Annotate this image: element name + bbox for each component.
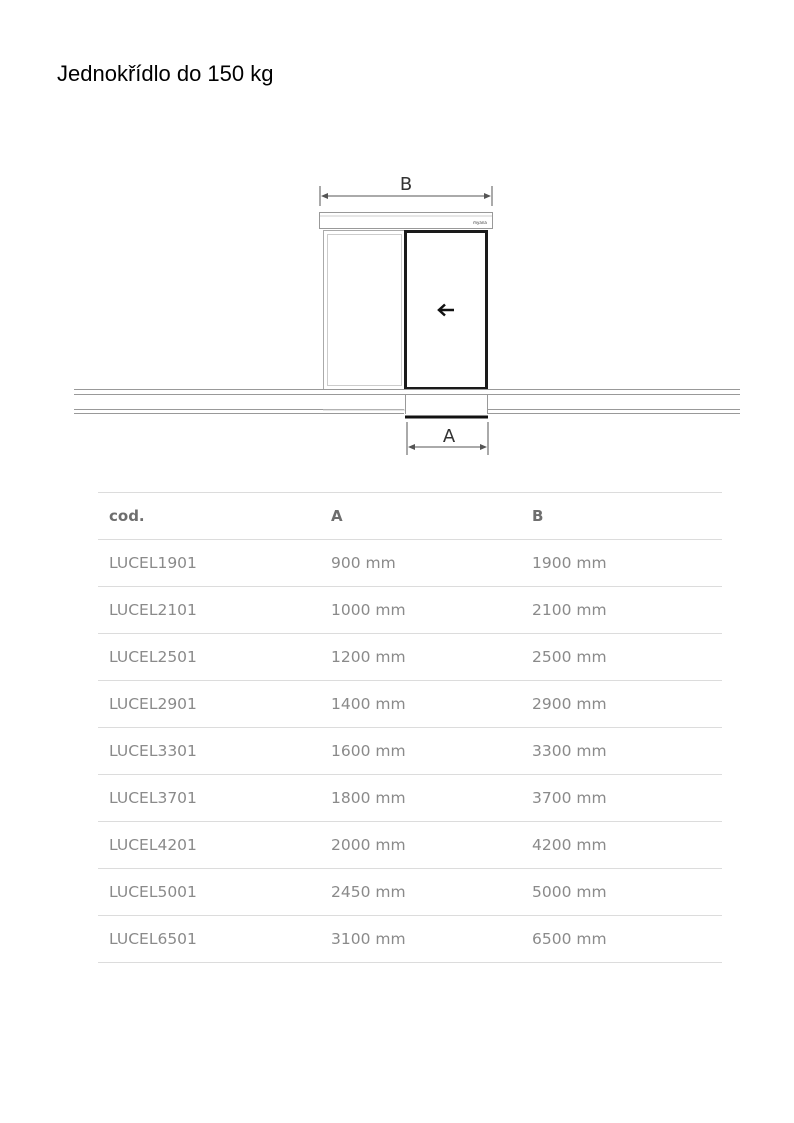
dimension-a	[407, 422, 488, 455]
table-row	[98, 634, 722, 681]
table-row	[98, 728, 722, 775]
column-header-code: cod.	[98, 493, 320, 540]
cell-code: LUCEL3701	[98, 775, 320, 822]
table-row	[98, 775, 722, 822]
cell-a: 1800 mm	[320, 775, 521, 822]
table-row	[98, 681, 722, 728]
cell-a: 3100 mm	[320, 916, 521, 963]
cell-code: LUCEL6501	[98, 916, 320, 963]
cell-code: LUCEL2901	[98, 681, 320, 728]
table-header-row	[98, 493, 722, 540]
cell-b: 2100 mm	[521, 587, 722, 634]
table-row	[98, 869, 722, 916]
table-row	[98, 916, 722, 963]
page-title: Jednokřídlo do 150 kg	[57, 61, 274, 86]
table-row	[98, 587, 722, 634]
cell-a: 1200 mm	[320, 634, 521, 681]
cell-code: LUCEL3301	[98, 728, 320, 775]
cell-a: 1000 mm	[320, 587, 521, 634]
cell-b: 3700 mm	[521, 775, 722, 822]
cell-b: 2500 mm	[521, 634, 722, 681]
cell-a: 2450 mm	[320, 869, 521, 916]
cell-b: 1900 mm	[521, 540, 722, 587]
sliding-door-diagram	[0, 0, 794, 470]
dimension-b-label: B	[399, 174, 413, 195]
cell-code: LUCEL5001	[98, 869, 320, 916]
cell-a: 2000 mm	[320, 822, 521, 869]
dimension-a-label: A	[442, 426, 456, 447]
fixed-panel	[324, 231, 406, 390]
cell-a: 900 mm	[320, 540, 521, 587]
cell-b: 3300 mm	[521, 728, 722, 775]
table-row	[98, 540, 722, 587]
cell-code: LUCEL1901	[98, 540, 320, 587]
cell-a: 1400 mm	[320, 681, 521, 728]
cell-b: 2900 mm	[521, 681, 722, 728]
cell-b: 5000 mm	[521, 869, 722, 916]
cell-code: LUCEL2101	[98, 587, 320, 634]
column-header-a: A	[320, 493, 521, 540]
cell-b: 4200 mm	[521, 822, 722, 869]
cell-code: LUCEL2501	[98, 634, 320, 681]
cell-b: 6500 mm	[521, 916, 722, 963]
column-header-b: B	[521, 493, 722, 540]
wall	[74, 390, 740, 418]
door-header	[320, 213, 493, 229]
table-row	[98, 822, 722, 869]
brand-mark: myana	[473, 220, 487, 225]
cell-a: 1600 mm	[320, 728, 521, 775]
dimension-b	[320, 174, 492, 206]
cell-code: LUCEL4201	[98, 822, 320, 869]
dimensions-table	[98, 492, 722, 963]
